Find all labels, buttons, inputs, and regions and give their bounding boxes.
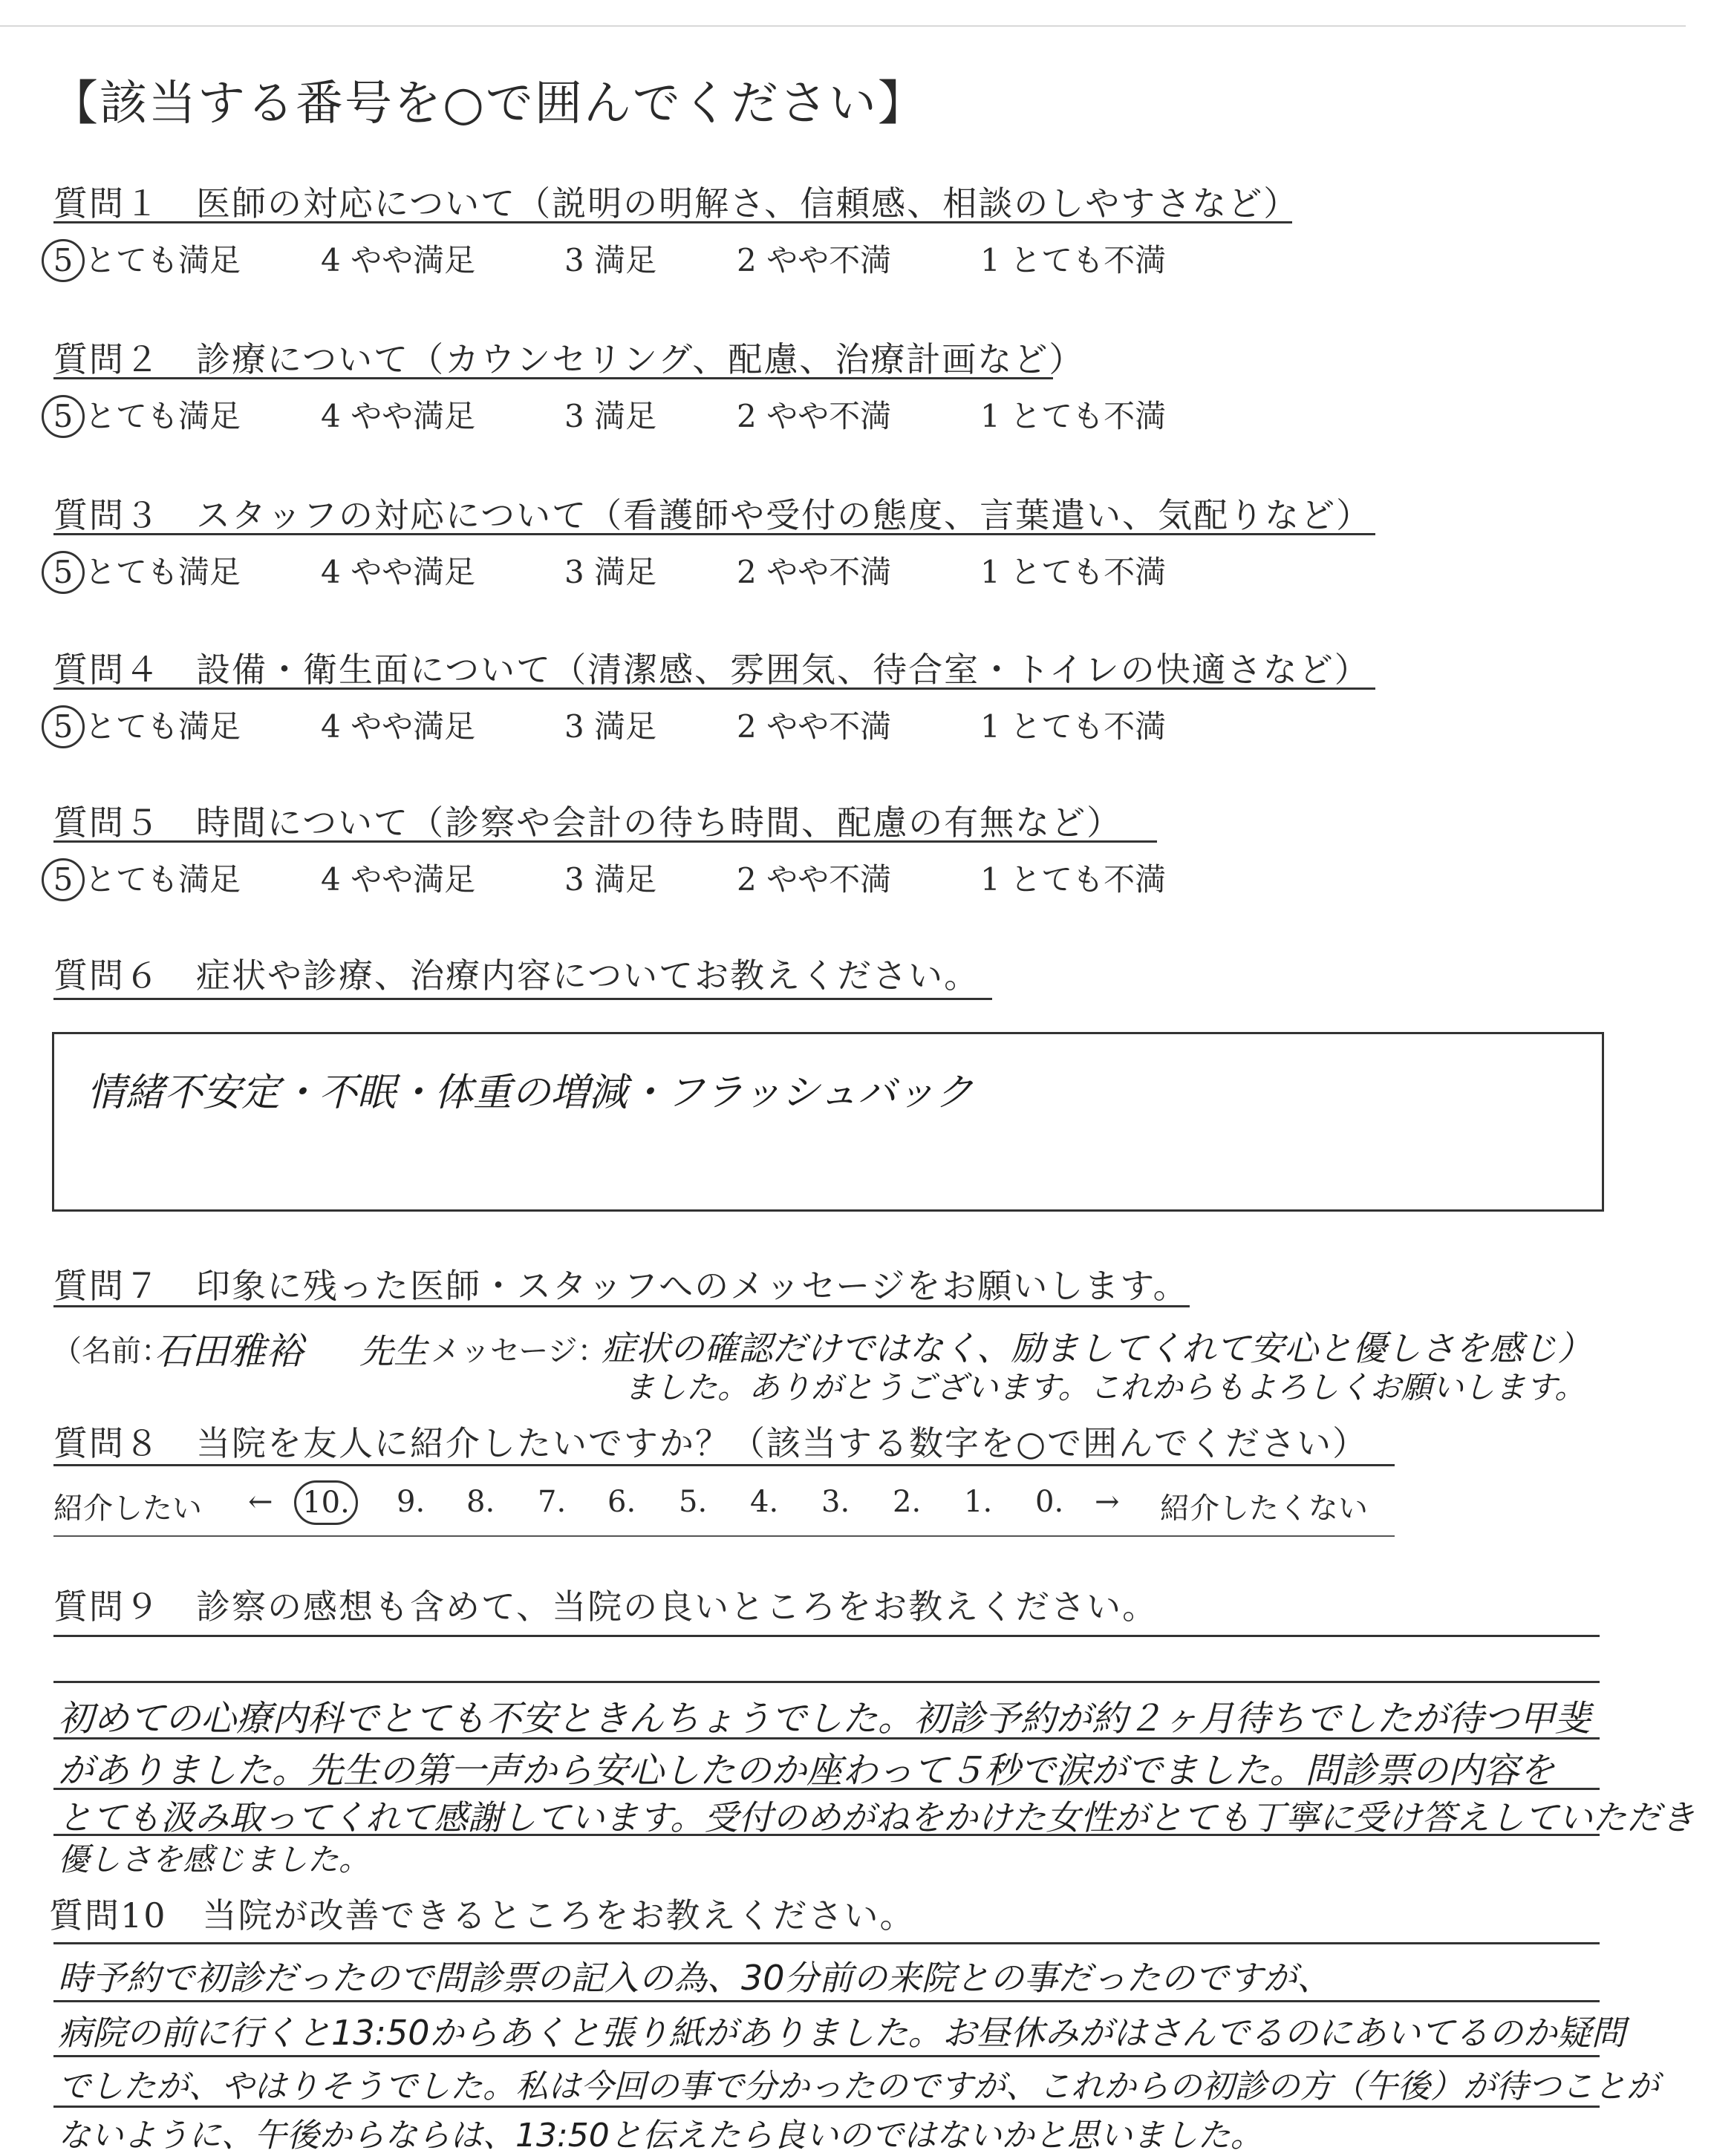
question-label: 質問７ [53, 1266, 160, 1306]
question-label: 質問４ [53, 650, 160, 690]
rating-option-3[interactable]: 3 満足 [564, 708, 657, 745]
q6-answer-box[interactable] [52, 1032, 1604, 1212]
question-2-underline [53, 377, 1053, 379]
question-text: 診療について（カウンセリング、配慮、治療計画など） [196, 339, 1085, 379]
question-label: 質問10 [49, 1895, 167, 1936]
rating-option-5-label: とても満足 [85, 861, 241, 898]
q8-score-1[interactable]: 1. [964, 1485, 993, 1519]
question-4-title [53, 643, 1370, 692]
rating-option-3[interactable]: 3 満足 [564, 242, 657, 278]
q10-answer-line-1: 時予約で初診だったので問診票の記入の為、30分前の来院との事だったのですが、 [58, 1958, 1332, 1998]
question-10-title [49, 1889, 916, 1938]
question-label: 質問３ [53, 495, 160, 535]
scan-top-edge [0, 25, 1686, 27]
question-text: 当院を友人に紹介したいですか？（該当する数字を○で囲んでください） [196, 1423, 1369, 1463]
rating-option-4[interactable]: 4 やや満足 [321, 242, 476, 278]
q6-handwritten-answer: 情緒不安定・不眠・体重の増減・フラッシュバック [87, 1071, 974, 1115]
question-text: 当院が改善できるところをお教えください。 [202, 1895, 916, 1936]
q8-score-3[interactable]: 3. [821, 1485, 850, 1519]
rating-option-1[interactable]: 1 とても不満 [980, 242, 1167, 278]
q8-scale-underline [53, 1535, 1395, 1537]
question-8-underline [53, 1464, 1395, 1466]
rating-option-5-circled[interactable]: 5 [42, 705, 85, 748]
rating-option-2[interactable]: 2 やや不満 [737, 708, 892, 745]
question-text: 時間について（診察や会計の待ち時間、配慮の有無など） [196, 803, 1123, 843]
question-label: 質問５ [53, 803, 160, 843]
question-text: 医師の対応について（説明の明解さ、信頼感、相談のしやすさなど） [196, 183, 1300, 223]
question-text: 印象に残った医師・スタッフへのメッセージをお願いします。 [196, 1266, 1189, 1306]
q10-answer-line-3: でしたが、やはりそうでした。私は今回の事で分かったのですが、これからの初診の方（午後）が待つことが [58, 2068, 1659, 2106]
question-9-title [53, 1580, 1158, 1629]
rating-option-5-circled[interactable]: 5 [42, 858, 85, 901]
right-arrow-icon: → [1095, 1485, 1120, 1519]
question-3-scale [42, 548, 1304, 592]
q10-answer-rule-3 [53, 2106, 1600, 2108]
rating-option-4[interactable]: 4 やや満足 [321, 861, 476, 898]
question-label: 質問６ [53, 956, 160, 996]
question-7-underline [53, 1305, 1190, 1307]
q9-answer-rule-2 [53, 1737, 1600, 1740]
question-5-underline [53, 840, 1157, 843]
q10-rule-top [53, 1942, 1600, 1944]
rating-option-5-circled[interactable]: 5 [42, 239, 85, 282]
rating-option-2[interactable]: 2 やや不満 [737, 554, 892, 590]
q7-doctor-name: 石田雅裕 [154, 1330, 303, 1373]
rating-option-2[interactable]: 2 やや不満 [737, 242, 892, 278]
q8-right-label: 紹介したくない [1160, 1492, 1368, 1526]
q9-answer-line-1: 初めての心療内科でとても不安ときんちょうでした。初診予約が約２ヶ月待ちでしたが待つ甲斐 [58, 1698, 1591, 1740]
rating-option-5-label: とても満足 [85, 398, 241, 434]
question-label: 質問２ [53, 339, 160, 379]
q7-name-prefix: （名前： [52, 1334, 171, 1368]
question-text: スタッフの対応について（看護師や受付の態度、言葉遣い、気配りなど） [196, 495, 1372, 535]
question-6-underline [53, 998, 992, 1000]
q9-answer-line-3: とても汲み取ってくれて感謝しています。受付のめがねをかけた女性がとても丁寧に受け答えしていただき [58, 1797, 1695, 1838]
question-label: 質問９ [53, 1587, 160, 1627]
q7-message-line-1: 症状の確認だけではなく、励ましてくれて安心と優しさを感じ） [602, 1328, 1592, 1368]
rating-option-1[interactable]: 1 とても不満 [980, 398, 1167, 434]
q9-answer-line-2: がありました。先生の第一声から安心したのか座わって５秒で涙がでました。問診票の内容を [58, 1750, 1555, 1791]
rating-option-5-label: とても満足 [85, 708, 241, 745]
rating-option-3[interactable]: 3 満足 [564, 861, 657, 898]
q8-score-9[interactable]: 9. [397, 1485, 426, 1519]
q8-score-0[interactable]: 0. [1035, 1485, 1064, 1519]
q8-score-6[interactable]: 6. [607, 1485, 636, 1519]
rating-option-1[interactable]: 1 とても不満 [980, 708, 1167, 745]
rating-option-4[interactable]: 4 やや満足 [321, 398, 476, 434]
q8-score-5[interactable]: 5. [679, 1485, 708, 1519]
rating-option-1[interactable]: 1 とても不満 [980, 554, 1167, 590]
question-4-scale [42, 702, 1304, 747]
q8-score-8[interactable]: 8. [466, 1485, 495, 1519]
question-5-title [53, 796, 1122, 845]
q8-recommend-scale [53, 1485, 1390, 1529]
rating-option-5-circled[interactable]: 5 [42, 395, 85, 438]
q9-answer-rule-1 [53, 1681, 1600, 1683]
question-1-scale [42, 236, 1304, 281]
question-7-title [53, 1259, 1189, 1308]
q10-answer-line-4: ないように、午後からならは、13:50と伝えたら良いのではないかと思いました。 [58, 2117, 1263, 2155]
rating-option-3[interactable]: 3 満足 [564, 398, 657, 434]
question-label: 質問１ [53, 183, 160, 223]
question-4-underline [53, 687, 1375, 690]
q7-message-line-2: ました。ありがとうございます。これからもよろしくお願いします。 [624, 1369, 1586, 1405]
question-2-title [53, 333, 1084, 382]
question-3-underline [53, 533, 1375, 535]
rating-option-2[interactable]: 2 やや不満 [737, 398, 892, 434]
question-5-scale [42, 855, 1304, 900]
q8-left-label: 紹介したい [53, 1492, 202, 1526]
rating-option-3[interactable]: 3 満足 [564, 554, 657, 590]
q10-answer-line-2: 病院の前に行くと13:50からあくと張り紙がありました。お昼休みがはさんでるのにあいてるのか疑問 [58, 2013, 1626, 2053]
q7-message-area [52, 1324, 1626, 1405]
rating-option-5-circled[interactable]: 5 [42, 551, 85, 594]
q8-score-4[interactable]: 4. [750, 1485, 779, 1519]
q10-answer-rule-2 [53, 2055, 1600, 2057]
rating-option-4[interactable]: 4 やや満足 [321, 708, 476, 745]
q7-name-suffix: 先生 [359, 1331, 428, 1371]
question-3-title [53, 489, 1372, 538]
q8-score-7[interactable]: 7. [538, 1485, 567, 1519]
question-1-underline [53, 221, 1292, 223]
q9-answer-line-4: 優しさを感じました。 [58, 1841, 371, 1878]
page-title: 【該当する番号を○で囲んでください】 [50, 76, 927, 131]
rating-option-5-label: とても満足 [85, 242, 241, 278]
q8-score-10-circled[interactable]: 10. [294, 1480, 358, 1525]
left-arrow-icon: ← [248, 1485, 273, 1519]
question-text: 診察の感想も含めて、当院の良いところをお教えください。 [196, 1587, 1158, 1627]
question-text: 設備・衛生面について（清潔感、雰囲気、待合室・トイレの快適さなど） [196, 650, 1370, 690]
q8-score-2[interactable]: 2. [893, 1485, 922, 1519]
q9-answer-rule-3 [53, 1788, 1600, 1790]
question-1-title [53, 177, 1299, 226]
q10-answer-rule-1 [53, 2000, 1600, 2002]
question-2-scale [42, 392, 1304, 437]
question-6-title [53, 949, 980, 998]
q7-message-label: メッセージ： [431, 1334, 607, 1368]
question-text: 症状や診療、治療内容についてお教えください。 [196, 956, 980, 996]
rating-option-5-label: とても満足 [85, 554, 241, 590]
q9-rule-top [53, 1635, 1600, 1637]
rating-option-1[interactable]: 1 とても不満 [980, 861, 1167, 898]
rating-option-2[interactable]: 2 やや不満 [737, 861, 892, 898]
rating-option-4[interactable]: 4 やや満足 [321, 554, 476, 590]
question-8-title [53, 1417, 1368, 1466]
question-label: 質問８ [53, 1423, 160, 1463]
